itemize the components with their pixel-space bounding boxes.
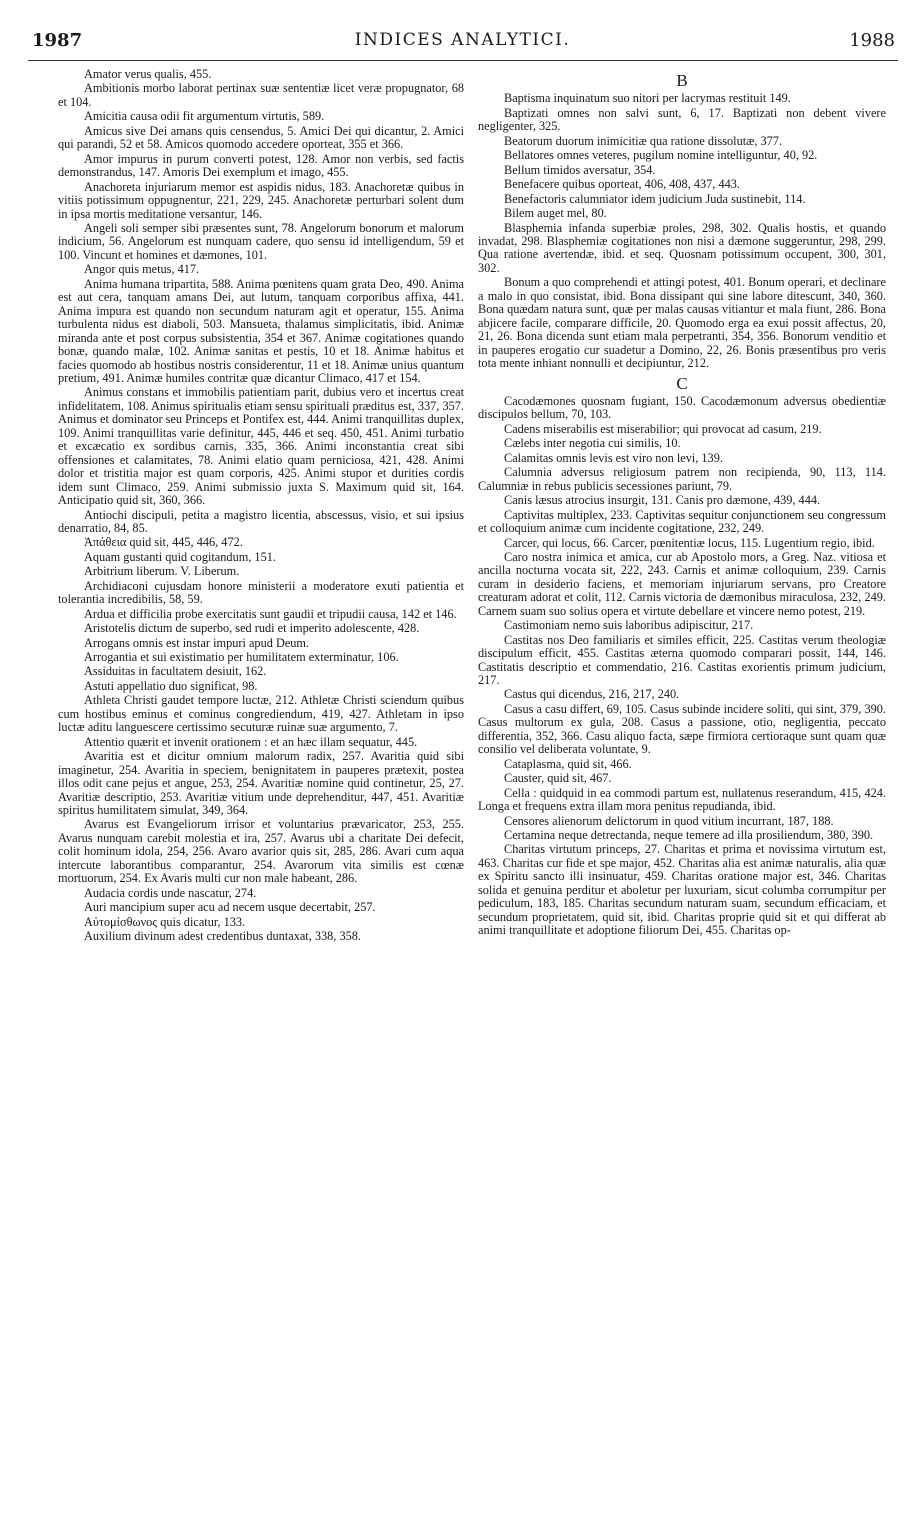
index-entry: Αὐτομίσθωνος quis dicatur, 133. xyxy=(84,914,246,929)
index-entry: Anachoreta injuriarum memor est aspidis nidus, 183. Anachoretæ quibus in vitiis potissimum oppugnentur, 221, 229, 245. Anachoretæ perturbari solent dum in ipsa mortis meditatione versantur, 146. xyxy=(58,179,464,221)
index-entry: Cadens miserabilis est miserabilior; qui provocat ad casum, 219. xyxy=(504,421,822,436)
index-entry: Aristotelis dictum de superbo, sed rudi et imperito adolescente, 428. xyxy=(84,621,420,636)
index-entry: Assiduitas in facultatem desiuit, 162. xyxy=(84,664,267,679)
index-entry: Carcer, qui locus, 66. Carcer, pœnitentiæ locus, 115. Lugentium regio, ibid. xyxy=(504,535,875,550)
page-number-right: 1988 xyxy=(849,30,895,51)
index-entry: Avarus est Evangeliorum irrisor et voluntarius prævaricator, 253, 255. Avarus nunquam carebit molestia et ira, 257. Avarus ubi a charitate Dei defecit, colit hominum idola, 254, 256. Avaro avarior quis sit, 285, 286. Avari cum aqua intercute laborantibus comparantur, 254. Avarorum vita similis est cœnæ mortuorum, 254. Ex Avaris multi cur non male habeant, 286. xyxy=(58,817,464,886)
header-rule xyxy=(28,60,898,61)
index-entry: Ambitionis morbo laborat pertinax suæ sententiæ licet veræ propugnator, 68 et 104. xyxy=(58,81,464,109)
index-entry: Auxilium divinum adest credentibus duntaxat, 338, 358. xyxy=(84,929,361,944)
running-title: INDICES ANALYTICI. xyxy=(354,30,571,50)
page-header xyxy=(30,30,895,56)
index-entry: Canis læsus atrocius insurgit, 131. Canis pro dæmone, 439, 444. xyxy=(504,493,821,508)
index-entry: Cella : quidquid in ea commodi partum est, nullatenus reserandum, 415, 424. Longa et frequens extra illam mora penitus repudianda, ibid. xyxy=(478,785,886,814)
index-entry: Baptisma inquinatum suo nitori per lacrymas restituit 149. xyxy=(504,91,791,106)
index-entry: Auri mancipium super acu ad necem usque decertabit, 257. xyxy=(84,900,376,915)
index-entry: Casus a casu differt, 69, 105. Casus subinde incidere soliti, qui sint, 379, 390. Casus multorum ex gula, 208. Casus a passione, otio, negligentia, peccato differentia, 352, 366. Casu aliquo facta, sæpe firmiora certioraque sunt quam quæ consilio vel deliberata voluntate, 9. xyxy=(478,701,886,757)
index-entry: Audacia cordis unde nascatur, 274. xyxy=(84,885,257,900)
page-number-left: 1987 xyxy=(32,30,83,51)
right-column xyxy=(478,68,886,939)
index-entry: Bellatores omnes veteres, pugilum nomine intelliguntur, 40, 92. xyxy=(504,148,818,163)
index-entry: Angeli soli semper sibi præsentes sunt, 78. Angelorum bonorum et malorum indicium, 56. Angelorum est nunquam cadere, quo sensu id intelligendum, 59 et 100. Vincunt et homines et dæmones, 101. xyxy=(58,220,464,262)
index-entry: Certamina neque detrectanda, neque temere ad illa prosiliendum, 380, 390. xyxy=(504,828,874,843)
index-entry: Calumnia adversus religiosum patrem non recipienda, 90, 113, 114. Calumniæ in rebus publicis secessiones pariunt, 79. xyxy=(478,465,886,493)
index-entry: Arrogans omnis est instar impuri apud Deum. xyxy=(84,635,310,650)
index-entry: Cataplasma, quid sit, 466. xyxy=(504,756,632,771)
index-entry: Ardua et difficilia probe exercitatis sunt gaudii et tripudii causa, 142 et 146. xyxy=(84,606,457,621)
index-entry: Cælebs inter negotia cui similis, 10. xyxy=(504,436,681,451)
index-entry: Amicus sive Dei amans quis censendus, 5. Amici Dei qui dicantur, 2. Amici qui parandi, 52 et 58. Amicos quomodo accedere oporteat, 355 et 366. xyxy=(58,123,464,152)
index-entry: Angor quis metus, 417. xyxy=(84,262,200,277)
index-entry: Castitas nos Deo familiaris et similes efficit, 225. Castitas verum theologiæ discipulum efficit, 455. Castitas æterna quomodo comparari possit, 144, 146. Castitatis descriptio et commendatio, 216. Castitas exorientis primum judicium, 217. xyxy=(478,632,886,688)
index-entry: Archidiaconi cujusdam honore ministerii a moderatore exuti patientia et tolerantia incredibilis, 58, 59. xyxy=(58,578,464,607)
index-entry: Avaritia est et dicitur omnium malorum radix, 257. Avaritia quid sibi imaginetur, 254. Avaritia in speciem, benignitatem in pauperes prætexit, postea illos odit cane pejus et angue, 253, 254. Avaritiæ nomine quid continetur, 25, 27. Avaritiæ descriptio, 253. Avaritiæ vitium unde deprehenditur, 447, 451. Avaritiæ spiritus humilitatem simulat, 349, 364. xyxy=(58,749,464,818)
index-entry: Athleta Christi gaudet tempore luctæ, 212. Athletæ Christi sciendum quibus cum hostibus eminus et cominus congrediendum, 419, 427. Athletam in ipso luctæ aditu languescere certissimo secuturæ ruinæ suæ argumento, 7. xyxy=(58,693,464,735)
index-entry: Animus constans et immobilis patientiam parit, dubius vero et incertus creat infidelitatem, 108. Animus spiritualis etiam sensu spirituali præditus est, 337, 357. Animus et dominator seu Princeps et Pontifex est, 444. Animi tranquillitas duplex, 109. Animi tranquillitas varie definitur, 445, 446 et seq. 450, 451. Animi turbatio et excæcatio ex sordibus carnis, 335, 366. Animi inconstantia creat sibi offensiones et calamitates, 78. Animi elatio quam perniciosa, 421, 428. Animi dolor et tristitia major est quam corporis, 425. Animi stupor et durities cordis idem sunt Climaco, 259. Animi submissio juxta S. Maximum quid sit, 164. Anticipatio quid sit, 360, 366. xyxy=(58,385,464,508)
index-entry: Charitas virtutum princeps, 27. Charitas et prima et novissima virtutum est, 463. Charitas cur fide et spe major, 452. Charitas alia est animæ naturalis, alia quæ ex Spiritu sancto illi insinuatur, 459. Charitas oratione major est, 346. Charitas solida et genuina perditur et aboletur per luxuriam, sicut columba corrumpitur per pediculum, 183, 185. Charitas secundum naturam suam, secundum efficaciam, et secundum proprietatem, quid sit, ibid. Charitas proprie quid sit et qui differat ab animi tranquillitate et adoptione filiorum Dei, 455. Charitas op- xyxy=(478,842,886,938)
index-entry: Anima humana tripartita, 588. Anima pœnitens quam grata Deo, 490. Anima est aut cera, tanquam amans Dei, aut lutum, tanquam corporibus affixa, 441. Anima impura est quando non secundum naturam agit et operatur, 155. Anima turbulenta nidus est diaboli, 503. Mansueta, thalamus simplicitatis, ibid. Animæ miranda ante et post corpus subsistentia, 354 et 367. Animæ cogitationes quando bonæ, quando malæ, 102. Animæ sanitas et pestis, 10 et 18. Animæ habitus et facies quomodo ab hostibus nostris considerentur, 11 et 18. Animæ unius quantum pretium, 491. Animæ humiles contritæ quæ dicantur Climaco, 417 et 154. xyxy=(58,276,464,385)
index-entry: Causter, quid sit, 467. xyxy=(504,771,612,786)
index-entry: Bellum timidos aversatur, 354. xyxy=(504,162,656,177)
index-entry: Castus qui dicendus, 216, 217, 240. xyxy=(504,687,680,702)
index-entry: Cacodæmones quosnam fugiant, 150. Cacodæmonum adversus obedientiæ discipulos bellum, 70, 103. xyxy=(478,393,886,422)
left-column xyxy=(58,68,464,945)
index-entry: Bonum a quo comprehendi et attingi potest, 401. Bonum operari, et declinare a malo in quo consistat, ibid. Bona dissipant qui sine labore ditescunt, 340, 360. Bona quædam natura sunt, quæ per malas causas vitiantur et mala fiunt, 286. Bona abjicere facile, comparare difficile, 20. Quomodo erga ea exui possit affectus, 20, 21, 26. Bona dicenda sunt etiam mala perpetranti, 354, 356. Bonorum venditio et in pauperes erogatio cur suadetur a Domino, 22, 26. Bonis præsentibus pro veris tota mente inhiant nonnulli et decipiuntur, 212. xyxy=(478,275,886,371)
index-entry: Antiochi discipuli, petita a magistro licentia, abscessus, visio, et sui ipsius denarratio, 84, 85. xyxy=(58,507,464,535)
index-entry: Benefactoris calumniator idem judicium Juda sustinebit, 114. xyxy=(504,191,806,206)
index-entry: Ἀπάθεια quid sit, 445, 446, 472. xyxy=(84,535,243,550)
index-entry: Bilem auget mel, 80. xyxy=(504,206,607,221)
section-letter: B xyxy=(676,71,688,90)
index-entry: Baptizati omnes non salvi sunt, 6, 17. Baptizati non debent vivere negligenter, 325. xyxy=(478,105,886,134)
index-entry: Arbitrium liberum. V. Liberum. xyxy=(84,564,240,579)
index-entry: Calamitas omnis levis est viro non levi, 139. xyxy=(504,450,723,465)
index-entry: Attentio quærit et invenit orationem : et an hæc illam sequatur, 445. xyxy=(84,734,418,749)
index-entry: Censores alienorum delictorum in quod vitium incurrant, 187, 188. xyxy=(504,813,834,828)
index-entry: Arrogantia et sui existimatio per humilitatem exterminatur, 106. xyxy=(84,650,399,665)
index-entry: Amator verus qualis, 455. xyxy=(84,67,212,81)
index-entry: Aquam gustanti quid cogitandum, 151. xyxy=(84,549,276,564)
index-entry: Captivitas multiplex, 233. Captivitas sequitur conjunctionem seu congressum et colloquium animæ cum incidente cogitatione, 232, 249. xyxy=(478,507,886,536)
section-letter: C xyxy=(676,373,688,393)
index-entry: Benefacere quibus oporteat, 406, 408, 437, 443. xyxy=(504,177,740,192)
index-entry: Amicitia causa odii fit argumentum virtutis, 589. xyxy=(84,109,325,124)
index-entry: Caro nostra inimica et amica, cur ab Apostolo mors, a Greg. Naz. vitiosa et ancilla nocturna vocata sit, 222, 243. Carnis et animæ colloquium, 239. Carnis curam in desiderio faciens, et memoriam injuriarum servans, pro Creatore creaturam adorat et colit, 112. Carnis victoria de dæmonibus miraculosa, 232, 249. Carnem suam suo solius opera et virtute debellare et vincere nemo potest, 219. xyxy=(478,549,886,618)
index-entry: Astuti appellatio duo significat, 98. xyxy=(84,678,258,693)
index-entry: Castimoniam nemo suis laboribus adipiscitur, 217. xyxy=(504,618,754,633)
index-entry: Beatorum duorum inimicitiæ qua ratione dissolutæ, 377. xyxy=(504,133,783,148)
index-entry: Blasphemia infanda superbiæ proles, 298, 302. Qualis hostis, et quando invadat, 298. Blasphemiæ cogitationes non nisi a dæmone suggeruntur, 298, 299. Qua ratione avertendæ, ibid. et seq. Quosnam potissimum occupent, 300, 301, 302. xyxy=(478,220,886,275)
index-entry: Amor impurus in purum converti potest, 128. Amor non verbis, sed factis demonstrandus, 147. Amoris Dei exemplum et imago, 455. xyxy=(58,151,464,180)
